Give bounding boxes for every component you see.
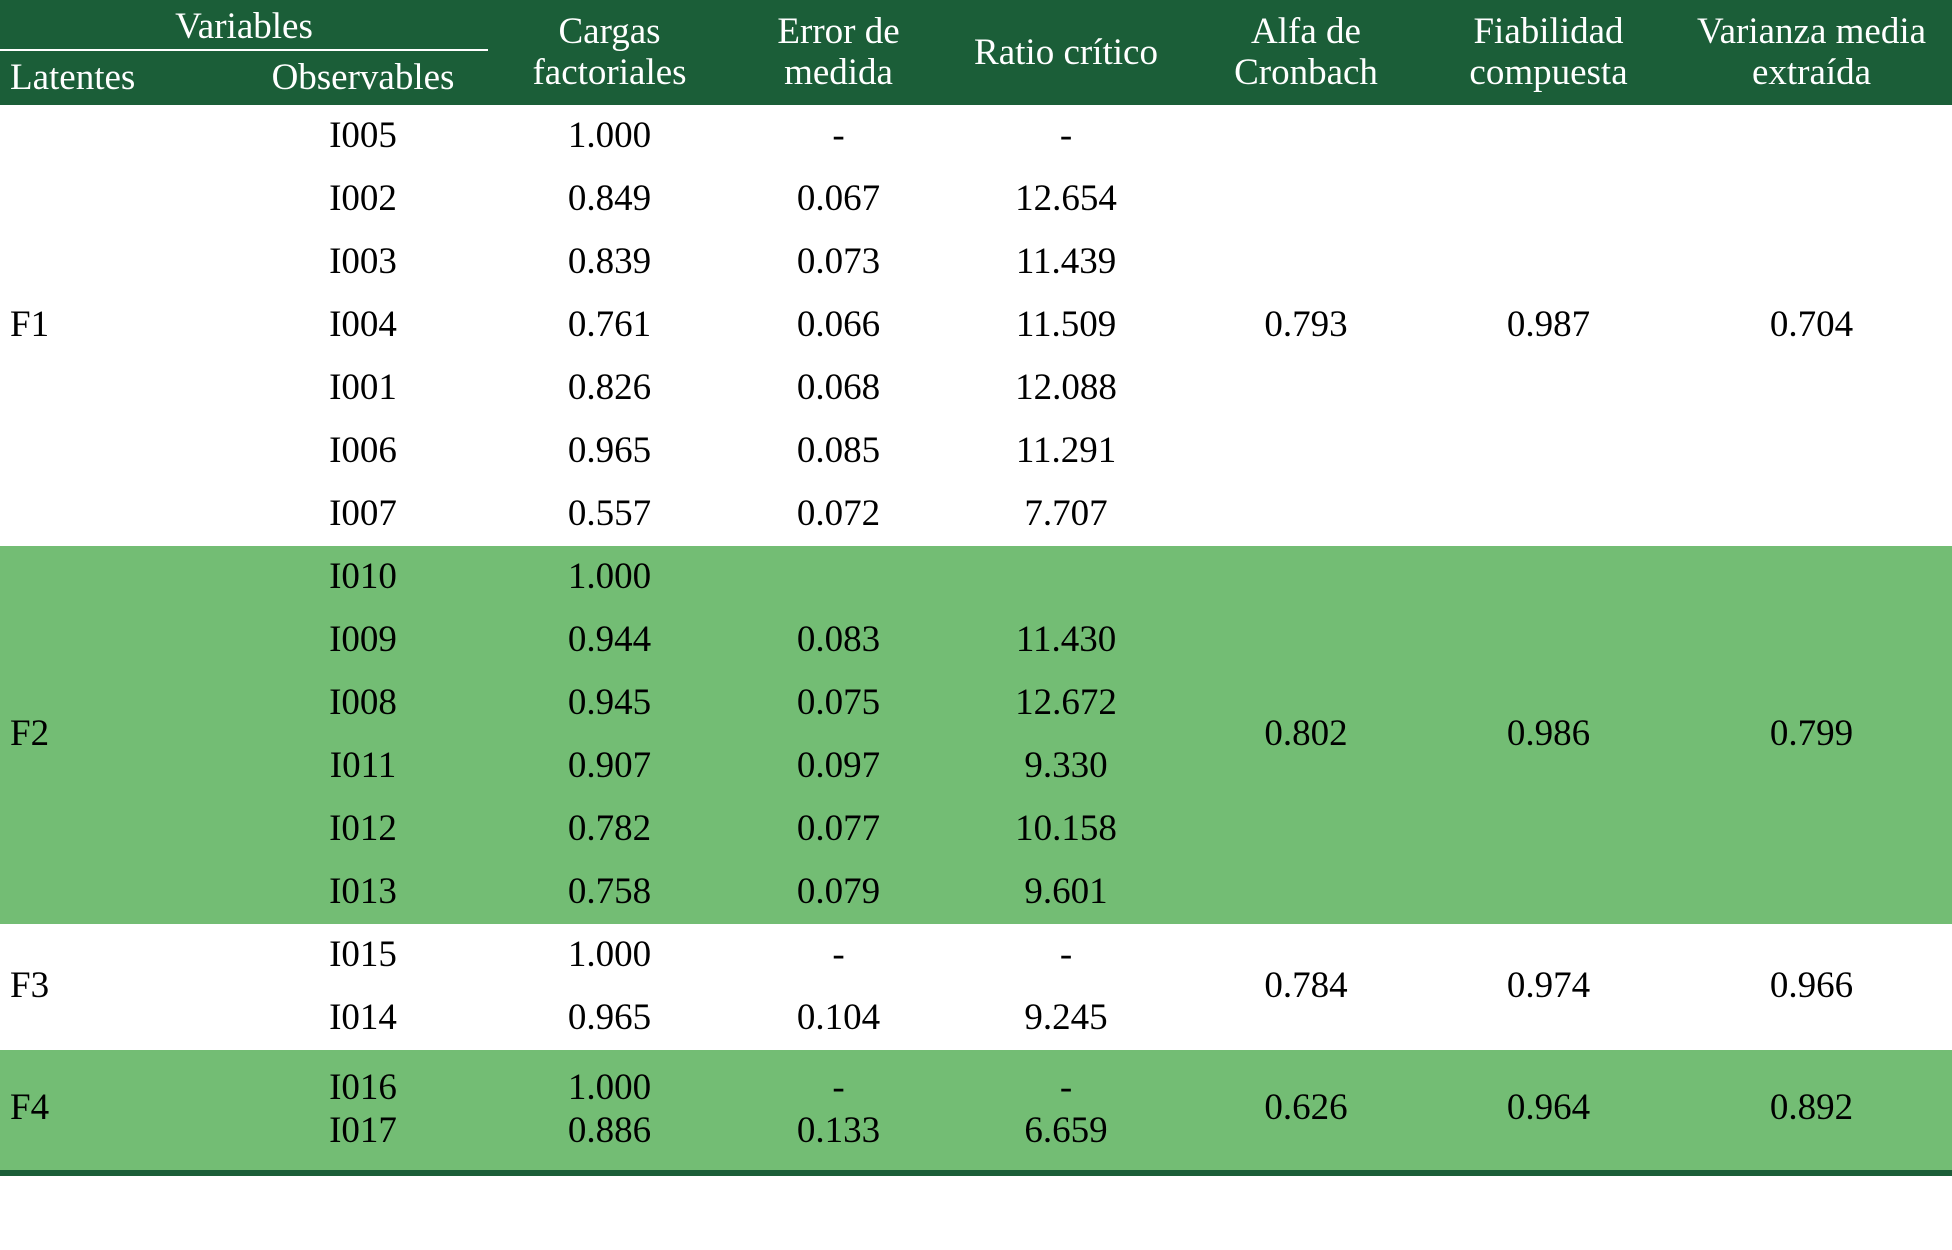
factor-loading: 0.886 xyxy=(488,1110,731,1170)
cronbach-alpha: 0.793 xyxy=(1186,105,1426,546)
header-ratio-critico: Ratio crítico xyxy=(946,0,1186,105)
factor-loading: 0.782 xyxy=(488,798,731,861)
header-cargas-factoriales: Cargas factoriales xyxy=(488,0,731,105)
header-observables: Observables xyxy=(238,50,488,104)
critical-ratio: - xyxy=(946,924,1186,987)
observable-code: I012 xyxy=(238,798,488,861)
critical-ratio: 9.601 xyxy=(946,861,1186,924)
measurement-error: - xyxy=(731,1050,946,1110)
factor-loading: 1.000 xyxy=(488,546,731,609)
measurement-error: 0.079 xyxy=(731,861,946,924)
observable-code: I008 xyxy=(238,672,488,735)
table-row xyxy=(0,924,1952,987)
observable-code: I011 xyxy=(238,735,488,798)
measurement-error: 0.068 xyxy=(731,357,946,420)
critical-ratio: 11.291 xyxy=(946,420,1186,483)
critical-ratio: 7.707 xyxy=(946,483,1186,546)
table-header-row-group xyxy=(0,0,1952,50)
observable-code: I003 xyxy=(238,231,488,294)
average-variance-extracted: 0.704 xyxy=(1671,105,1952,546)
observable-code: I015 xyxy=(238,924,488,987)
factor-loading: 0.826 xyxy=(488,357,731,420)
table-row xyxy=(0,546,1952,609)
observable-code: I001 xyxy=(238,357,488,420)
header-fiabilidad-compuesta: Fiabilidad compuesta xyxy=(1426,0,1671,105)
measurement-error: 0.067 xyxy=(731,168,946,231)
observable-code: I017 xyxy=(238,1110,488,1170)
measurement-error xyxy=(731,546,946,609)
critical-ratio: 11.509 xyxy=(946,294,1186,357)
critical-ratio: 11.439 xyxy=(946,231,1186,294)
header-latentes: Latentes xyxy=(0,50,238,104)
critical-ratio: - xyxy=(946,1050,1186,1110)
header-error-medida: Error de medida xyxy=(731,0,946,105)
observable-code: I007 xyxy=(238,483,488,546)
factor-loading: 0.758 xyxy=(488,861,731,924)
measurement-error: 0.077 xyxy=(731,798,946,861)
factor-loading: 0.965 xyxy=(488,987,731,1050)
latent-variable-label: F3 xyxy=(0,924,238,1050)
average-variance-extracted: 0.966 xyxy=(1671,924,1952,1050)
measurement-error: - xyxy=(731,924,946,987)
measurement-error: 0.085 xyxy=(731,420,946,483)
factor-loading: 1.000 xyxy=(488,924,731,987)
average-variance-extracted: 0.799 xyxy=(1671,546,1952,924)
measurement-error: 0.072 xyxy=(731,483,946,546)
measurement-error: 0.066 xyxy=(731,294,946,357)
header-variables-group: Variables xyxy=(0,0,488,50)
factor-loading: 0.849 xyxy=(488,168,731,231)
measurement-error: 0.083 xyxy=(731,609,946,672)
cronbach-alpha: 0.784 xyxy=(1186,924,1426,1050)
observable-code: I014 xyxy=(238,987,488,1050)
critical-ratio: 9.245 xyxy=(946,987,1186,1050)
latent-variable-label: F1 xyxy=(0,105,238,546)
measurement-error: 0.104 xyxy=(731,987,946,1050)
measurement-error: 0.073 xyxy=(731,231,946,294)
observable-code: I013 xyxy=(238,861,488,924)
table-row xyxy=(0,1050,1952,1110)
table-body xyxy=(0,105,1952,1170)
observable-code: I006 xyxy=(238,420,488,483)
factor-loading: 1.000 xyxy=(488,105,731,168)
header-varianza-media-extraida: Varianza media extraída xyxy=(1671,0,1952,105)
critical-ratio: - xyxy=(946,105,1186,168)
observable-code: I005 xyxy=(238,105,488,168)
latent-variable-label: F4 xyxy=(0,1050,238,1170)
cronbach-alpha: 0.802 xyxy=(1186,546,1426,924)
critical-ratio: 11.430 xyxy=(946,609,1186,672)
header-alfa-cronbach: Alfa de Cronbach xyxy=(1186,0,1426,105)
factor-loading: 0.965 xyxy=(488,420,731,483)
factor-loading: 0.944 xyxy=(488,609,731,672)
critical-ratio xyxy=(946,546,1186,609)
factor-loading: 0.907 xyxy=(488,735,731,798)
composite-reliability: 0.986 xyxy=(1426,546,1671,924)
factor-loading: 0.761 xyxy=(488,294,731,357)
observable-code: I004 xyxy=(238,294,488,357)
table-row xyxy=(0,105,1952,168)
critical-ratio: 12.088 xyxy=(946,357,1186,420)
critical-ratio: 10.158 xyxy=(946,798,1186,861)
observable-code: I009 xyxy=(238,609,488,672)
observable-code: I002 xyxy=(238,168,488,231)
factor-loading: 0.945 xyxy=(488,672,731,735)
critical-ratio: 6.659 xyxy=(946,1110,1186,1170)
measurement-error: 0.075 xyxy=(731,672,946,735)
factor-loading: 0.557 xyxy=(488,483,731,546)
composite-reliability: 0.964 xyxy=(1426,1050,1671,1170)
measurement-error: - xyxy=(731,105,946,168)
critical-ratio: 12.672 xyxy=(946,672,1186,735)
composite-reliability: 0.974 xyxy=(1426,924,1671,1050)
observable-code: I016 xyxy=(238,1050,488,1110)
cronbach-alpha: 0.626 xyxy=(1186,1050,1426,1170)
factor-loading: 1.000 xyxy=(488,1050,731,1110)
critical-ratio: 12.654 xyxy=(946,168,1186,231)
composite-reliability: 0.987 xyxy=(1426,105,1671,546)
observable-code: I010 xyxy=(238,546,488,609)
latent-variable-label: F2 xyxy=(0,546,238,924)
measurement-error: 0.133 xyxy=(731,1110,946,1170)
table-bottom-rule xyxy=(0,1170,1952,1176)
measurement-error: 0.097 xyxy=(731,735,946,798)
average-variance-extracted: 0.892 xyxy=(1671,1050,1952,1170)
table-header xyxy=(0,0,1952,105)
factor-loading: 0.839 xyxy=(488,231,731,294)
critical-ratio: 9.330 xyxy=(946,735,1186,798)
